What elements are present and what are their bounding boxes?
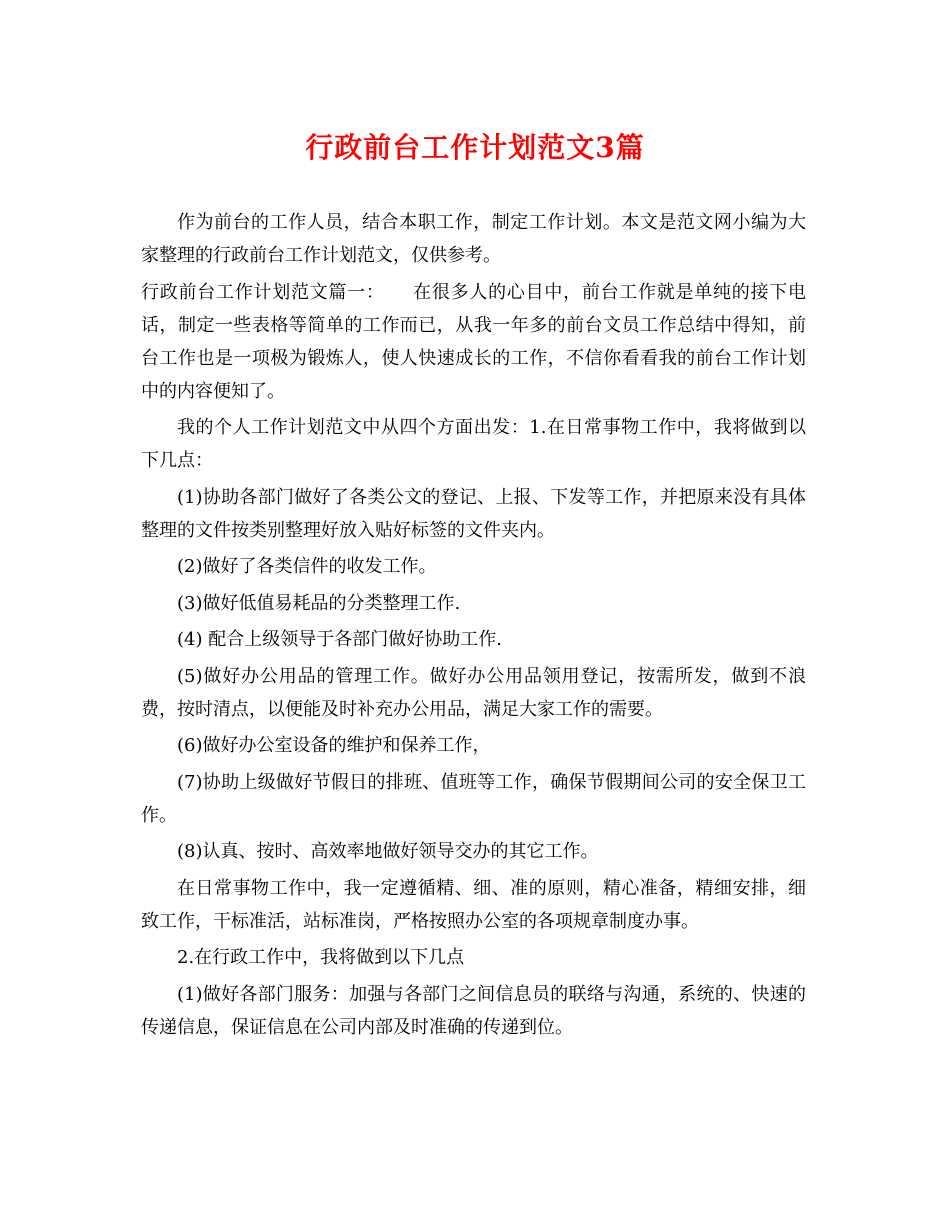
paragraph-principles: 在日常事物工作中，我一定遵循精、细、准的原则，精心准备，精细安排，细致工作，干标准活，站标准岗，严格按照办公室的各项规章制度办事。	[141, 877, 806, 932]
document-title: 行政前台工作计划范文3篇	[305, 131, 645, 164]
paragraph-admin-item-1: (1)做好各部门服务：加强与各部门之间信息员的联络与沟通，系统的、快速的传递信息，保证信息在公司内部及时准确的传递到位。	[141, 983, 806, 1038]
paragraph-item-4: (4) 配合上级领导于各部门做好协助工作.	[177, 629, 502, 650]
paragraph-item-7: (7)协助上级做好节假日的排班、值班等工作，确保节假期间公司的安全保卫工作。	[141, 771, 806, 826]
paragraph-item-8: (8)认真、按时、高效率地做好领导交办的其它工作。	[177, 841, 599, 862]
document-body	[141, 206, 806, 1047]
paragraph-item-2: (2)做好了各类信件的收发工作。	[177, 556, 437, 577]
paragraph-intro: 作为前台的工作人员，结合本职工作，制定工作计划。本文是范文网小编为大家整理的行政前台工作计划范文，仅供参考。	[141, 212, 806, 266]
paragraph-item-6: (6)做好办公室设备的维护和保养工作，	[177, 735, 491, 756]
paragraph-item-1: (1)协助各部门做好了各类公文的登记、上报、下发等工作，并把原来没有具体整理的文件按类别整理好放入贴好标签的文件夹内。	[141, 486, 806, 541]
paragraph-item-3: (3)做好低值易耗品的分类整理工作.	[177, 592, 461, 614]
paragraph-plan-overview: 我的个人工作计划范文中从四个方面出发：1.在日常事物工作中，我将做到以下几点：	[141, 417, 806, 471]
paragraph-admin-heading: 2.在行政工作中，我将做到以下几点	[177, 947, 465, 968]
paragraph-item-5: (5)做好办公用品的管理工作。做好办公用品领用登记，按需所发，做到不浪费，按时清点，以便能及时补充办公用品，满足大家工作的需要。	[141, 665, 806, 720]
paragraph-section-one: 行政前台工作计划范文篇一： 在很多人的心目中，前台工作就是单纯的接下电话，制定一些表格等简单的工作而已，从我一年多的前台文员工作总结中得知，前台工作也是一项极为锻炼人，使人快速成长的工作，不信你看看我的前台工作计划中的内容便知了。	[141, 281, 806, 402]
